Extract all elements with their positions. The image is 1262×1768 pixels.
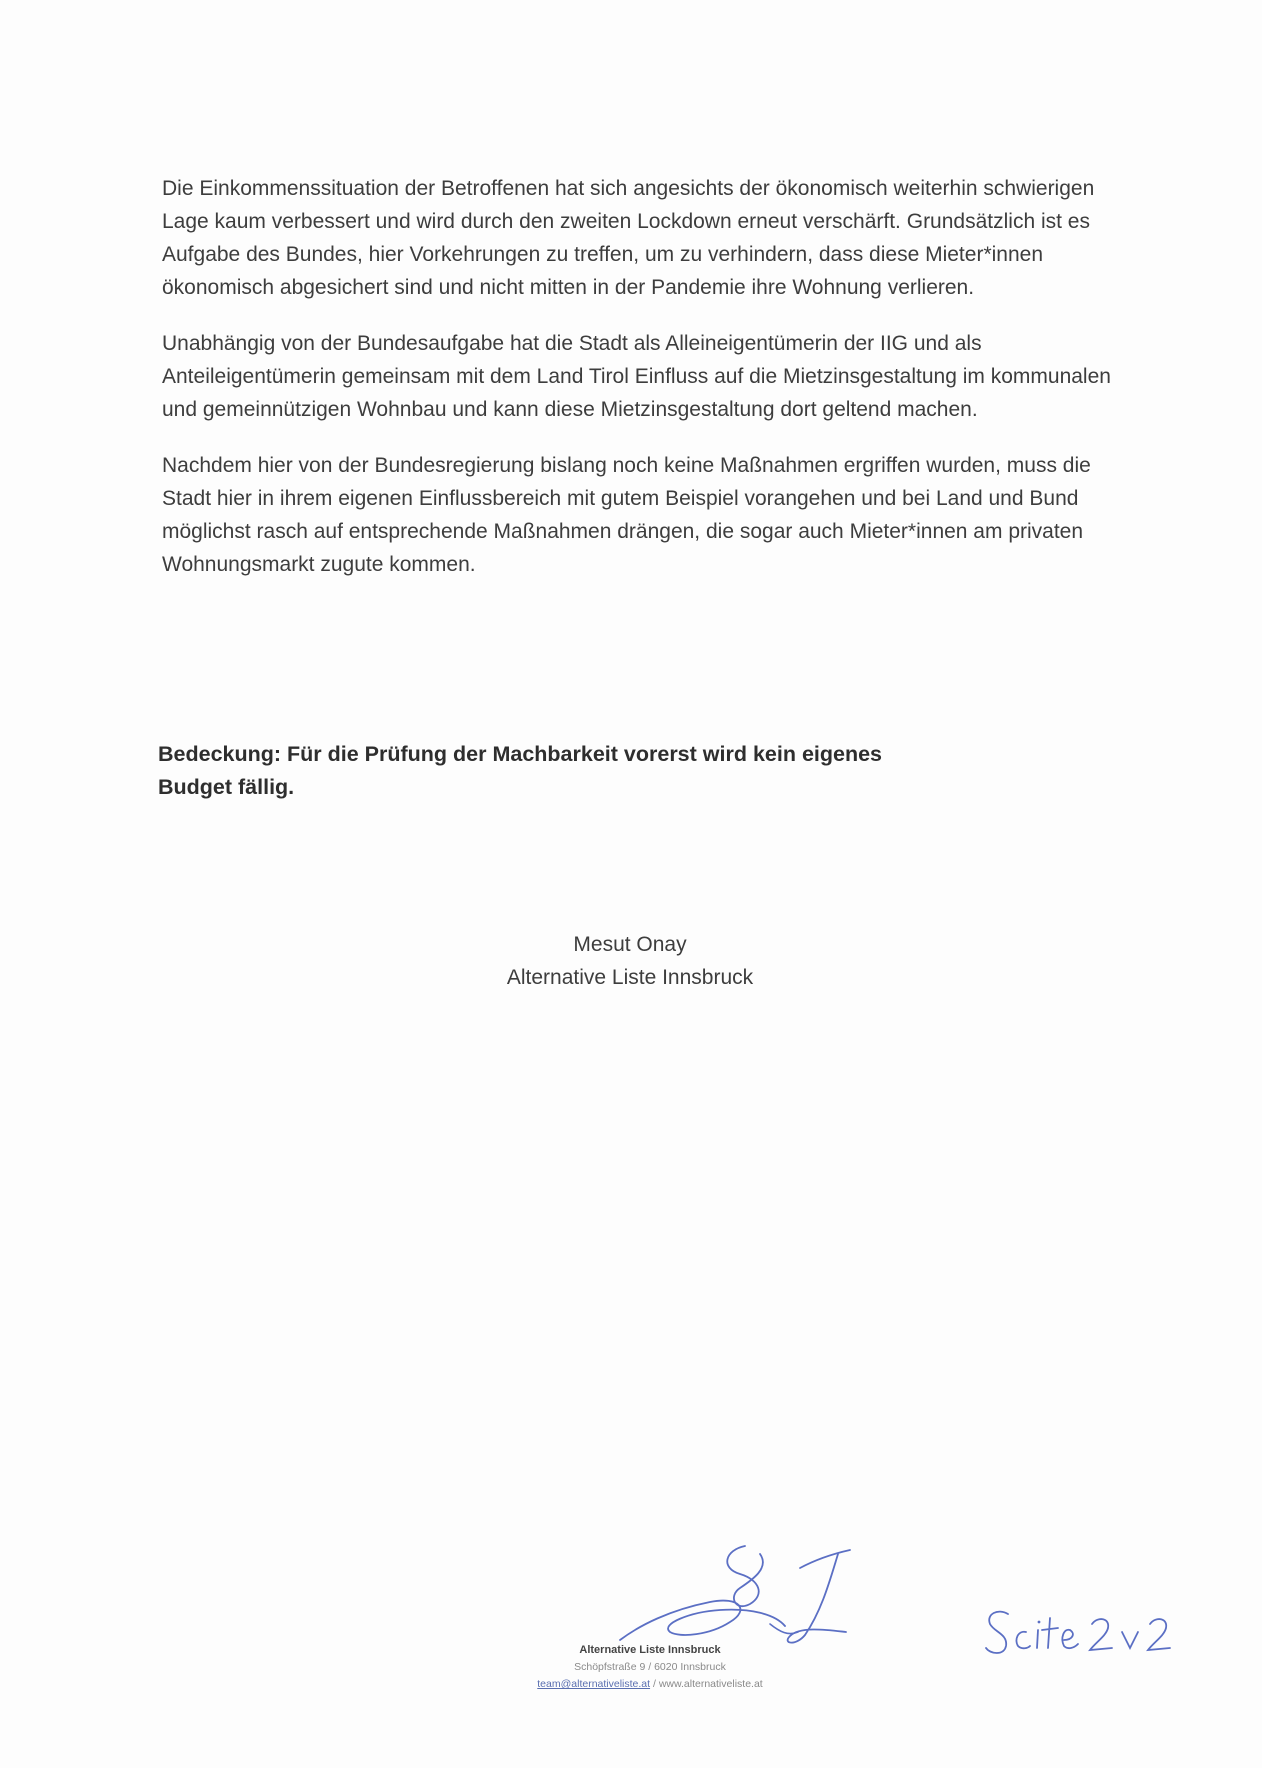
paragraph-city-influence: Unabhängig von der Bundesaufgabe hat die Stadt als Alleineigentümerin der IIG und als Anteileigentümerin gemeinsam mit dem Land Tirol Einfluss auf die Mietzinsgestaltung im kommunalen und gemeinnützigen Wohnbau und kann diese Mietzinsgestaltung dort geltend machen.: [162, 332, 1111, 421]
coverage-line-2: Budget fällig.: [158, 775, 295, 799]
body-text: [162, 172, 1122, 604]
signatory-name: Mesut Onay: [573, 933, 687, 956]
paragraph-income-situation: Die Einkommenssituation der Betroffenen hat sich angesichts der ökonomisch weiterhin schwierigen Lage kaum verbessert und wird durch den zweiten Lockdown erneut verschärft. Grundsätzlich ist es Aufgabe des Bundes, hier Vorkehrungen zu treffen, um zu verhindern, dass diese Mieter*innen ökonomisch abgesichert sind und nicht mitten in der Pandemie ihre Wohnung verlieren.: [162, 177, 1095, 299]
letterhead-footer: [420, 1642, 880, 1693]
signature-stroke-main: [620, 1601, 785, 1640]
letterhead-separator: /: [650, 1678, 659, 1690]
letterhead-organization: Alternative Liste Innsbruck: [579, 1644, 721, 1656]
letterhead-address: Schöpfstraße 9 / 6020 Innsbruck: [574, 1661, 726, 1673]
handwritten-page-note: [980, 1592, 1200, 1672]
signature-block: [400, 928, 860, 994]
signature-stroke-loop: [727, 1546, 763, 1606]
paragraph-federal-measures: Nachdem hier von der Bundesregierung bislang noch keine Maßnahmen ergriffen wurden, muss die Stadt hier in ihrem eigenen Einflussbereich mit gutem Beispiel vorangehen und bei Land und Bund möglichst rasch auf entsprechende Maßnahmen drängen, die sogar auch Mieter*innen am privaten Wohnungsmarkt zugute kommen.: [162, 454, 1091, 576]
signature-stroke-j: [788, 1550, 850, 1643]
letterhead-website[interactable]: www.alternativeliste.at: [658, 1678, 763, 1690]
coverage-statement: [158, 738, 1058, 804]
signatory-organization: Alternative Liste Innsbruck: [506, 966, 754, 989]
coverage-line-1: Bedeckung: Für die Prüfung der Machbarkeit vorerst wird kein eigenes: [158, 742, 883, 766]
letterhead-contact: [420, 1676, 880, 1693]
letterhead-email-link[interactable]: team@alternativeliste.at: [537, 1678, 651, 1690]
